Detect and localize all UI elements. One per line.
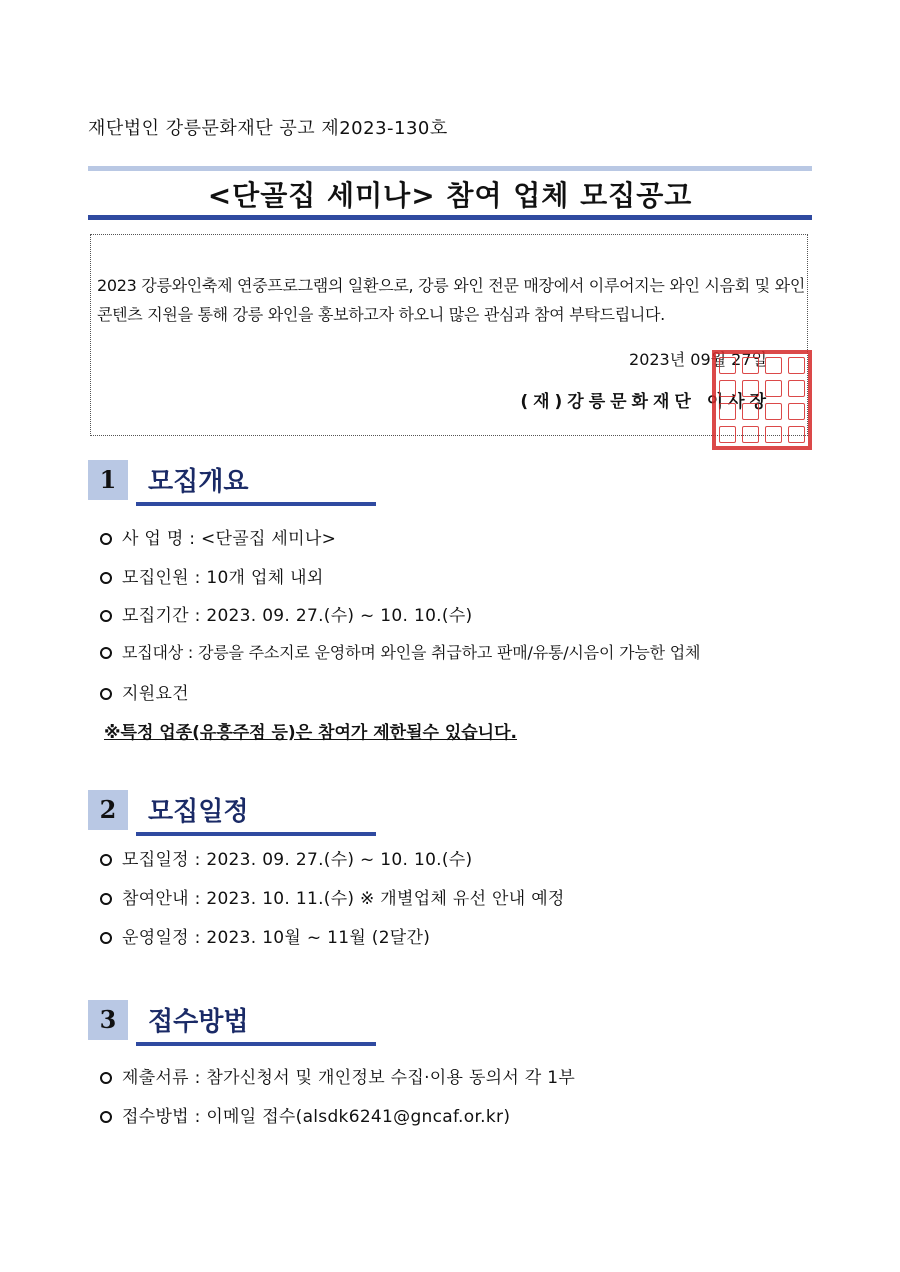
section-title: 모집일정 xyxy=(148,797,249,827)
restriction-note: ※특정 업종(유흥주점 등)은 참여가 제한될수 있습니다. xyxy=(104,723,517,743)
hollow-circle-icon xyxy=(100,688,112,700)
section-number: 2 xyxy=(88,790,128,830)
title-rule-bottom xyxy=(88,215,812,220)
hollow-circle-icon xyxy=(100,893,112,905)
hollow-circle-icon xyxy=(100,533,112,545)
hollow-circle-icon xyxy=(100,854,112,866)
section-title: 모집개요 xyxy=(148,467,249,497)
list-item xyxy=(100,563,324,588)
section-underline xyxy=(136,832,376,836)
hollow-circle-icon xyxy=(100,610,112,622)
list-item-text: 모집대상 : 강릉을 주소지로 운영하며 와인을 취급하고 판매/유통/시음이 가능한 업체 xyxy=(122,643,701,662)
list-item xyxy=(100,601,472,626)
list-item xyxy=(100,640,700,663)
list-item xyxy=(100,524,336,549)
list-item-text: 사 업 명 : <단골집 세미나> xyxy=(122,529,337,549)
section-underline xyxy=(136,1042,376,1046)
list-item xyxy=(100,845,472,870)
list-item-text: 모집기간 : 2023. 09. 27.(수) ~ 10. 10.(수) xyxy=(122,606,473,626)
list-item xyxy=(100,679,189,704)
hollow-circle-icon xyxy=(100,1072,112,1084)
list-item xyxy=(100,884,565,909)
hollow-circle-icon xyxy=(100,1111,112,1123)
section-underline xyxy=(136,502,376,506)
hollow-circle-icon xyxy=(100,932,112,944)
section-number: 1 xyxy=(88,460,128,500)
intro-box xyxy=(90,234,808,436)
list-item xyxy=(100,1063,575,1088)
intro-organization: (재)강릉문화재단 이사장 xyxy=(520,392,771,412)
intro-date: 2023년 09월 27일 xyxy=(629,350,767,369)
list-item-text: 접수방법 : 이메일 접수(alsdk6241@gncaf.or.kr) xyxy=(122,1107,511,1127)
list-item-text: 운영일정 : 2023. 10월 ~ 11월 (2달간) xyxy=(122,928,431,948)
section-title: 접수방법 xyxy=(148,1007,249,1037)
hollow-circle-icon xyxy=(100,647,112,659)
list-item-text: 지원요건 xyxy=(122,684,189,704)
official-seal-icon xyxy=(712,350,812,450)
hollow-circle-icon xyxy=(100,572,112,584)
list-item-text: 참여안내 : 2023. 10. 11.(수) ※ 개별업체 유선 안내 예정 xyxy=(122,889,565,909)
list-item-text: 제출서류 : 참가신청서 및 개인정보 수집·이용 동의서 각 1부 xyxy=(122,1068,576,1088)
list-item-text: 모집인원 : 10개 업체 내외 xyxy=(122,568,324,588)
section-number: 3 xyxy=(88,1000,128,1040)
page-title: <단골집 세미나> 참여 업체 모집공고 xyxy=(207,179,693,212)
announcement-number: 재단법인 강릉문화재단 공고 제2023-130호 xyxy=(88,118,448,139)
title-rule-top xyxy=(88,166,812,171)
list-item xyxy=(100,923,430,948)
list-item-text: 모집일정 : 2023. 09. 27.(수) ~ 10. 10.(수) xyxy=(122,850,473,870)
intro-text: 2023 강릉와인축제 연중프로그램의 일환으로, 강릉 와인 전문 매장에서 이루어지는 와인 시음회 및 와인 콘텐츠 지원을 통해 강릉 와인을 홍보하고자 하오니 많은 관심과 참여 부탁드립니다. xyxy=(97,276,805,324)
list-item xyxy=(100,1102,510,1127)
